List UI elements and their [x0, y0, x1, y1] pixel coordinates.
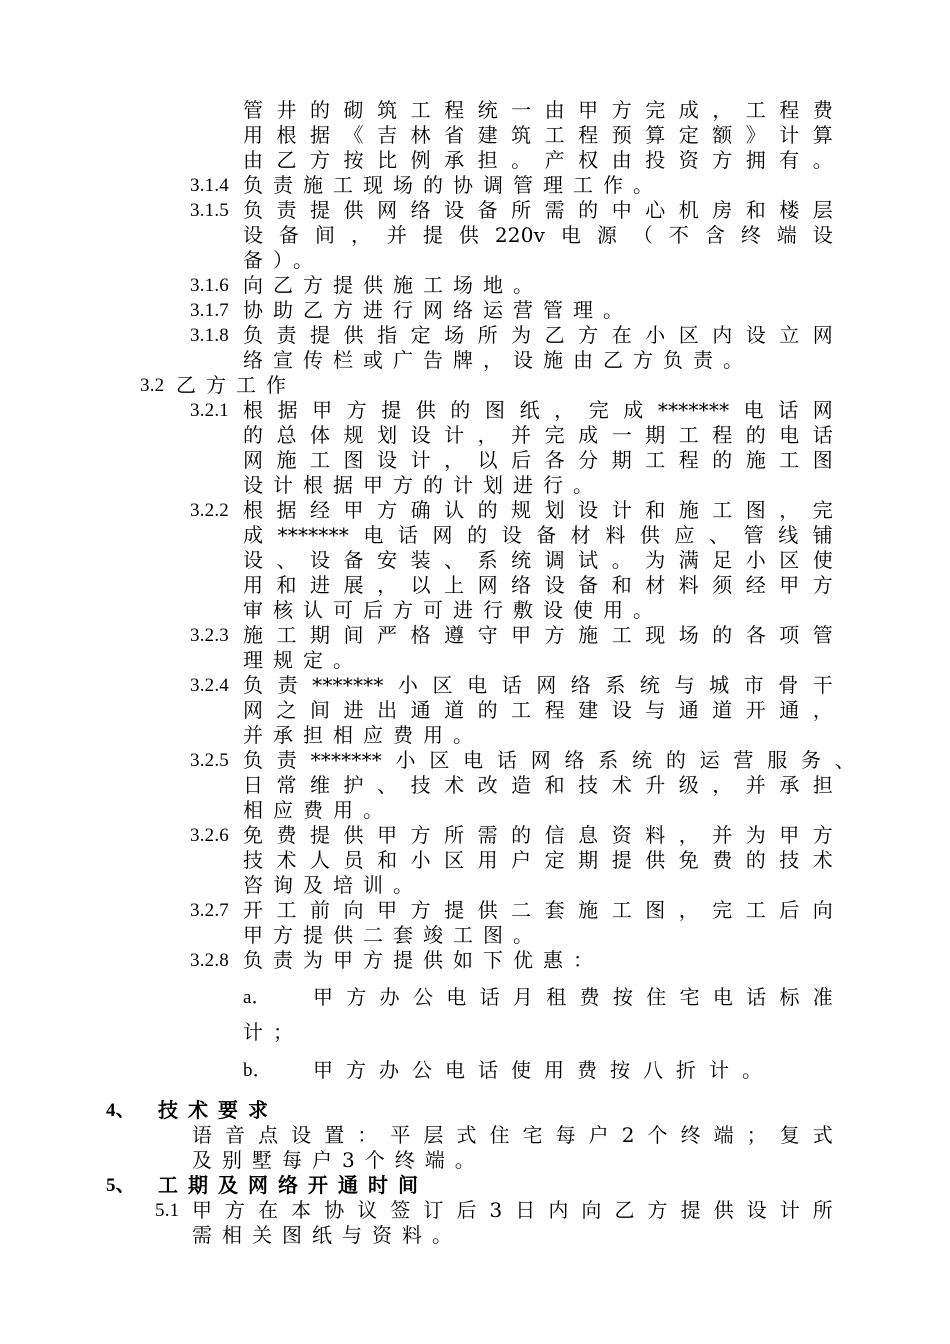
text-line	[0, 398, 950, 423]
clause-text: 开工前向甲方提供二套施工图，完工后向	[243, 898, 833, 922]
text-line	[0, 1223, 950, 1248]
text-line	[0, 98, 950, 123]
clause-number: 3.2	[140, 375, 165, 396]
clause-text: 网之间进出通道的工程建设与通道开通，	[243, 698, 833, 722]
text-line	[0, 423, 950, 448]
clause-number: 3.2.5	[190, 750, 229, 771]
clause-text: 成*******电话网的设备材料供应、管线铺	[243, 523, 833, 547]
text-line	[0, 548, 950, 573]
text-line	[0, 373, 950, 398]
clause-text: 负责*******小区电话网络系统与城市骨干	[243, 673, 833, 697]
clause-text: 技术人员和小区用户定期提供免费的技术	[243, 848, 833, 872]
text-line	[0, 1098, 950, 1123]
text-line	[0, 873, 950, 898]
text-line	[0, 698, 950, 723]
text-line	[0, 173, 950, 198]
text-line	[0, 273, 950, 298]
text-line	[0, 1173, 950, 1198]
clause-text: 根据甲方提供的图纸，完成*******电话网	[243, 398, 833, 422]
text-line	[0, 648, 950, 673]
clause-text: 及别墅每户3个终端。	[192, 1148, 485, 1172]
clause-text: 络宣传栏或广告牌，设施由乙方负责。	[243, 348, 753, 372]
text-line	[0, 748, 950, 773]
clause-number: 5.1	[155, 1200, 180, 1221]
clause-number: 3.2.1	[190, 400, 229, 421]
clause-text: 网施工图设计，以后各分期工程的施工图	[243, 448, 833, 472]
clause-number: 3.2.8	[190, 950, 229, 971]
clause-number: b．	[243, 1060, 272, 1081]
text-line	[0, 723, 950, 748]
clause-number: 3.1.8	[190, 325, 229, 346]
clause-number: 3.2.7	[190, 900, 229, 921]
clause-text: 设计根据甲方的计划进行。	[243, 473, 603, 497]
text-line	[0, 523, 950, 548]
text-line	[0, 498, 950, 523]
text-line	[0, 798, 950, 823]
clause-text: 施工期间严格遵守甲方施工现场的各项管	[243, 623, 833, 647]
text-line	[0, 923, 950, 948]
clause-text: 甲方提供二套竣工图。	[243, 923, 543, 947]
clause-text: 理规定。	[243, 648, 363, 672]
clause-text: 负责施工现场的协调管理工作。	[243, 173, 663, 197]
clause-text: 审核认可后方可进行敷设使用。	[243, 598, 663, 622]
clause-number: 3.2.2	[190, 500, 229, 521]
clause-text: 用和进展，以上网络设备和材料须经甲方	[243, 573, 833, 597]
text-line	[0, 248, 950, 273]
clause-text: 语音点设置：平层式住宅每户2个终端；复式	[192, 1123, 833, 1147]
text-line	[0, 298, 950, 323]
text-line	[0, 623, 950, 648]
text-line	[0, 948, 950, 973]
text-line	[0, 348, 950, 373]
text-line	[0, 323, 950, 348]
clause-text: 日常维护、技术改造和技术升级，并承担	[243, 773, 833, 797]
text-line	[0, 473, 950, 498]
text-line	[0, 448, 950, 473]
clause-number: 3.1.5	[190, 200, 229, 221]
text-line	[0, 673, 950, 698]
text-line	[0, 1198, 950, 1223]
clause-text: 需相关图纸与资料。	[192, 1223, 462, 1247]
clause-text: 根据经甲方确认的规划设计和施工图，完	[243, 498, 833, 522]
clause-number: 3.1.4	[190, 175, 229, 196]
clause-text: 向乙方提供施工场地。	[243, 273, 543, 297]
clause-text: 负责*******小区电话网络系统的运营服务、	[243, 748, 855, 772]
clause-text: 设、设备安装、系统调试。为满足小区使	[243, 548, 833, 572]
text-line	[0, 148, 950, 173]
clause-number: 5、	[106, 1175, 135, 1196]
text-line	[0, 573, 950, 598]
text-line	[0, 898, 950, 923]
clause-text: 甲方办公电话月租费按住宅电话标准	[313, 985, 833, 1009]
clause-text: 免费提供甲方所需的信息资料，并为甲方	[243, 823, 833, 847]
clause-text: 用根据《吉林省建筑工程预算定额》计算	[243, 123, 833, 147]
text-line	[0, 123, 950, 148]
text-line	[0, 823, 950, 848]
clause-text: 负责提供网络设备所需的中心机房和楼层	[243, 198, 833, 222]
clause-text: 乙方工作	[176, 373, 296, 397]
text-line	[0, 1123, 950, 1148]
clause-number: 3.2.3	[190, 625, 229, 646]
clause-number: a．	[243, 987, 271, 1008]
clause-text: 工期及网络开通时间	[158, 1173, 428, 1197]
text-line	[0, 1148, 950, 1173]
text-line	[0, 773, 950, 798]
clause-text: 协助乙方进行网络运营管理。	[243, 298, 633, 322]
text-line	[0, 1020, 950, 1045]
clause-number: 3.2.6	[190, 825, 229, 846]
clause-text: 并承担相应费用。	[243, 723, 483, 747]
clause-number: 3.1.6	[190, 275, 229, 296]
clause-text: 设备间，并提供220v电源（不含终端设	[243, 223, 833, 247]
clause-text: 负责提供指定场所为乙方在小区内设立网	[243, 323, 833, 347]
clause-text: 由乙方按比例承担。产权由投资方拥有。	[243, 148, 833, 172]
clause-text: 咨询及培训。	[243, 873, 423, 897]
clause-text: 相应费用。	[243, 798, 393, 822]
text-line	[0, 985, 950, 1010]
text-line	[0, 598, 950, 623]
clause-number: 3.1.7	[190, 300, 229, 321]
clause-text: 备）。	[243, 248, 323, 272]
clause-number: 3.2.4	[190, 675, 229, 696]
text-line	[0, 1058, 950, 1083]
clause-text: 技术要求	[158, 1098, 278, 1122]
clause-text: 计；	[243, 1020, 303, 1044]
text-line	[0, 223, 950, 248]
clause-text: 的总体规划设计，并完成一期工程的电话	[243, 423, 833, 447]
clause-number: 4、	[106, 1100, 135, 1121]
text-line	[0, 848, 950, 873]
clause-text: 甲方在本协议签订后3日内向乙方提供设计所	[192, 1198, 833, 1222]
text-line	[0, 198, 950, 223]
clause-text: 甲方办公电话使用费按八折计。	[313, 1058, 775, 1082]
clause-text: 负责为甲方提供如下优惠：	[243, 948, 603, 972]
clause-text: 管井的砌筑工程统一由甲方完成，工程费	[243, 98, 833, 122]
